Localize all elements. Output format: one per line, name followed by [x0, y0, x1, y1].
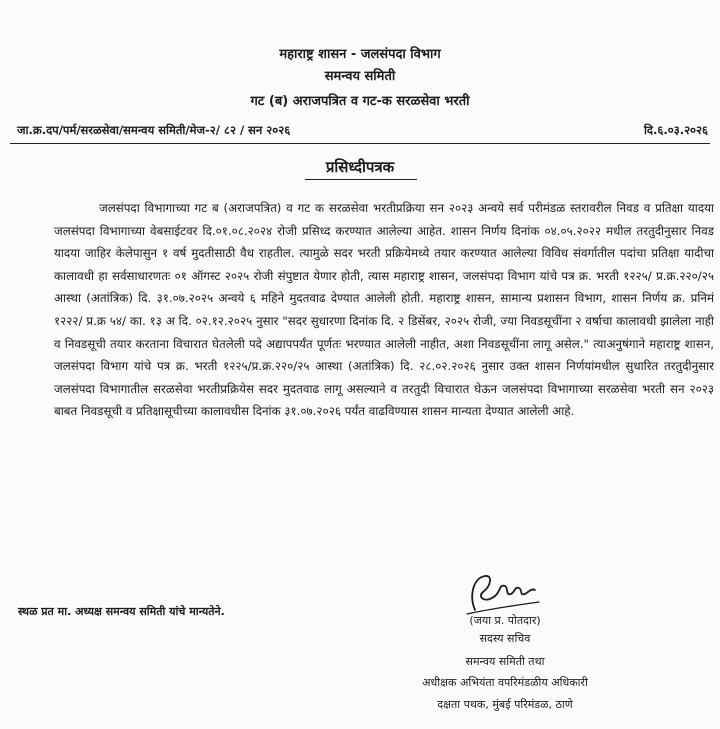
copy-note: स्थळ प्रत मा. अध्यक्ष समन्वय समिती यांचे मान्यतेने.	[18, 605, 225, 618]
reference-row	[0, 120, 720, 142]
press-release-body: जलसंपदा विभागाच्या गट ब (अराजपत्रित) व गट क सरळसेवा भरतीप्रक्रिया सन २०२३ अन्वये सर्व परीमंडळ स्तरावरील निवड व प्रतिक्षा यादया जलसंपदा विभागाच्या वेबसाईटवर दि.०१.०८.२०२४ रोजी प्रसिध्द करण्यात आलेल्या आहेत. शासन निर्णय दिनांक ०४.०५.२०२२ मधील तरतुदीनुसार निवड यादया जाहिर केलेपासुन १ वर्ष मुदतीसाठी वैध राहतील. त्यामुळे सदर भरती प्रक्रियेमध्ये तयार करण्यात आलेल्या विविध संवर्गातील पदांचा प्रतिक्षा यादीचा कालावधी हा सर्वसाधारणतः ०१ ऑगस्ट २०२५ रोजी संपुष्टात येणार होती, त्यास महाराष्ट्र शासन, जलसंपदा विभाग यांचे पत्र क्र. भरती १२२५/ प्र.क्र.२२०/२५ आस्था (अतांत्रिक) दि. ३१.०७.२०२५ अन्वये ६ महिने मुदतवाढ देण्यात आलेली होती. महाराष्ट्र शासन, सामान्य प्रशासन विभाग, शासन निर्णय क्र. प्रनिमं १२२२/ प्र.क्र ५४/ का. १३ अ दि. ०२.१२.२०२५ नुसार "सदर सुधारणा दिनांक दि. २ डिसेंबर, २०२५ रोजी, ज्या निवडसूचींना २ वर्षाचा कालावधी झालेला नाही व निवडसूची तयार करताना विचारात घेतलेली पदे अद्यापपर्यंत पूर्णतः भरण्यात आलेली नाहीत, अशा निवडसूचींना लागू असेल." त्याअनुषंगाने महाराष्ट्र शासन, जलसंपदा विभाग यांचे पत्र क्र. भरती १२२५/प्र.क्र.२२०/२५ आस्था (अतांत्रिक) दि. २८.०२.२०२६ नुसार उक्त शासन निर्णयांमधील सुधारित तरतुदीनुसार जलसंपदा विभागातील सरळसेवा भरतीप्रक्रियेस सदर मुदतवाढ लागू असल्याने व तरतुदी विचारात घेऊन जलसंपदा विभागाच्या सरळसेवा भरती सन २०२३ बाबत निवडसूची व प्रतिक्षासूचीच्या कालावधीस दिनांक ३१.०७.२०२६ पर्यंत वाढविण्यास शासन मान्यता देण्यात आलेली आहे.	[54, 201, 714, 419]
signatory-office: अधीक्षक अभियंता वपरिमंडळीय अधिकारी	[422, 676, 588, 689]
signatory-designation: सदस्य सचिव	[479, 632, 531, 645]
press-release-title: प्रसिध्दीपत्रक	[325, 158, 395, 176]
recruitment-heading: गट (ब) अराजपत्रित व गट-क सरळसेवा भरती	[250, 94, 470, 109]
signatory-name: (जया प्र. पोतदार)	[469, 614, 541, 627]
header-divider	[10, 143, 710, 144]
reference-date: दि.६.०३.२०२६	[643, 123, 708, 137]
signatory-unit: दक्षता पथक, मुंबई परिमंडळ, ठाणे	[437, 698, 573, 711]
signatory-committee: समन्वय समिती तथा	[465, 655, 545, 668]
committee-heading: समन्वय समिती	[324, 69, 396, 84]
government-department-heading: महाराष्ट्र शासन - जलसंपदा विभाग	[279, 47, 441, 62]
reference-number: जा.क्र.दप/पर्म/सरळसेवा/समन्वय समिती/मेज-२/ ८२ / सन २०२६	[17, 123, 291, 137]
handwritten-signature	[455, 566, 545, 620]
title-underline	[305, 179, 417, 180]
